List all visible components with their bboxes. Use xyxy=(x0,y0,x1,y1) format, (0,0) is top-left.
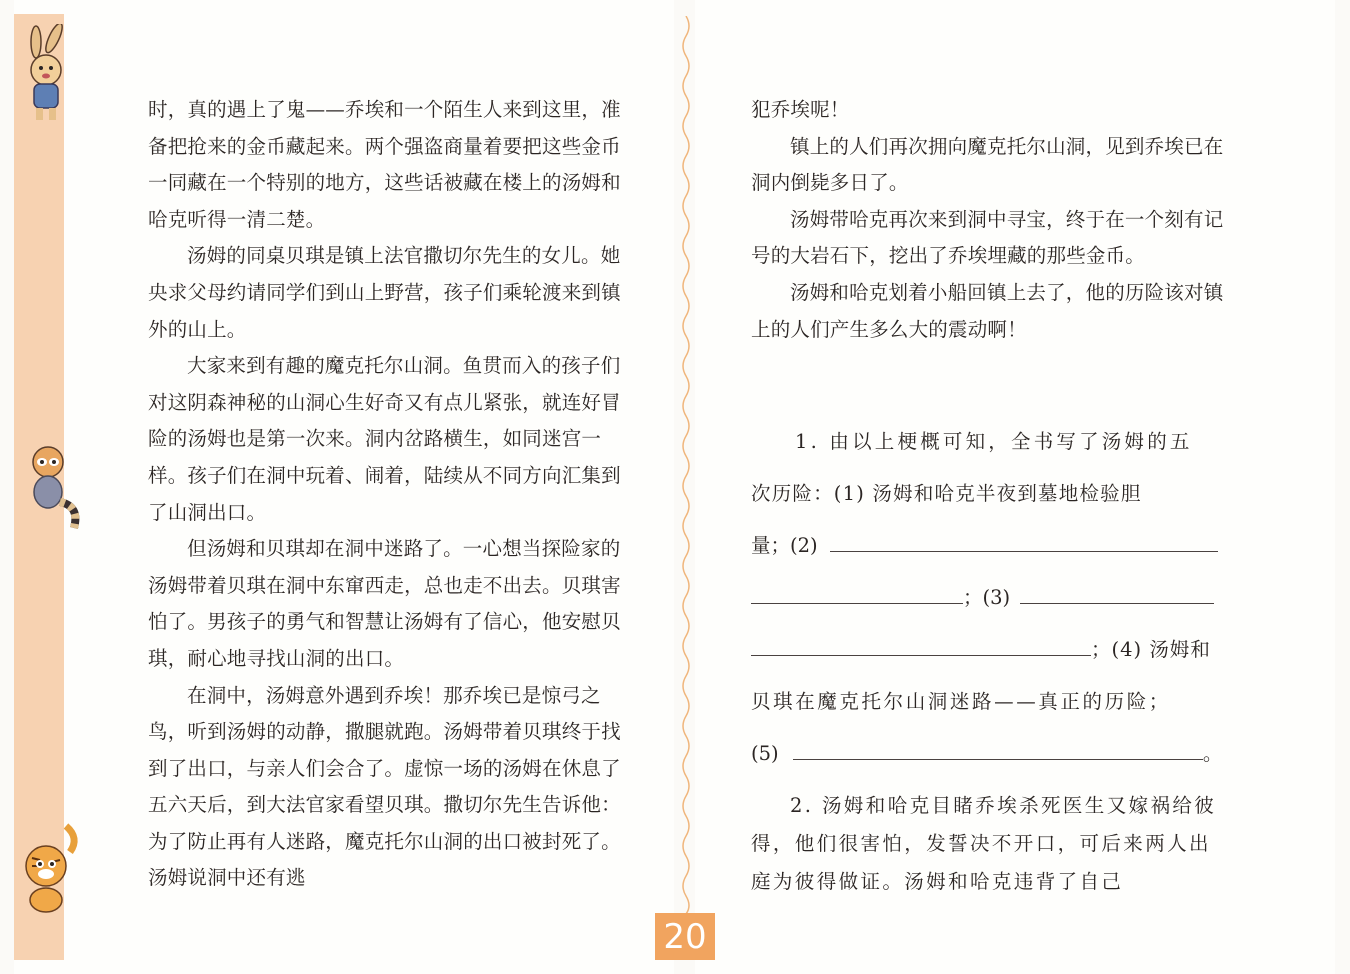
left-page-text xyxy=(148,92,628,897)
question-1-line xyxy=(751,426,1225,454)
question-1-line xyxy=(751,530,1225,558)
page-number: 20 xyxy=(655,913,715,960)
question-1-text: 次历险：(1) 汤姆和哈克半夜到墓地检验胆 xyxy=(751,482,1142,505)
paragraph: 汤姆带哈克再次来到洞中寻宝，终于在一个刻有记号的大岩石下，挖出了乔埃埋藏的那些金币。 xyxy=(751,207,1224,268)
paragraph: 汤姆和哈克划着小船回镇上去了，他的历险该对镇上的人们产生多么大的震动啊！ xyxy=(751,280,1224,341)
answer-blank[interactable] xyxy=(793,739,1203,760)
paragraph: 镇上的人们再次拥向魔克托尔山洞，见到乔埃已在洞内倒毙多日了。 xyxy=(751,134,1224,195)
paragraph: 但汤姆和贝琪却在洞中迷路了。一心想当探险家的汤姆带着贝琪在洞中东窜西走，总也走不出去。贝琪害怕了。男孩子的勇气和智慧让汤姆有了信心，他安慰贝琪，耐心地寻找山洞的出口。 xyxy=(148,537,621,670)
answer-blank[interactable] xyxy=(1020,583,1214,604)
answer-blank[interactable] xyxy=(751,635,1091,656)
question-1-text: 。 xyxy=(1202,742,1223,765)
question-1-text: 贝琪在魔克托尔山洞迷路——真正的历险； xyxy=(751,690,1171,713)
question-1-line xyxy=(751,582,1225,610)
question-1-line xyxy=(751,634,1225,662)
spine-wavy-line xyxy=(680,16,692,914)
question-2 xyxy=(751,787,1227,901)
question-1-text: 量；(2) xyxy=(751,534,818,557)
question-1-line xyxy=(751,738,1225,766)
question-2-text: 2. 汤姆和哈克目睹乔埃杀死医生又嫁祸给彼得，他们很害怕，发誓决不开口，可后来两人出庭为彼得做证。汤姆和哈克违背了自己 xyxy=(751,794,1217,893)
question-1-text: ；(4) 汤姆和 xyxy=(1091,638,1211,661)
paragraph: 时，真的遇上了鬼——乔埃和一个陌生人来到这里，准备把抢来的金币藏起来。两个强盗商量着要把这些金币一同藏在一个特别的地方，这些话被藏在楼上的汤姆和哈克听得一清二楚。 xyxy=(148,98,621,231)
question-1-text: 1. 由以上梗概可知，全书写了汤姆的五 xyxy=(795,430,1193,453)
paragraph: 在洞中，汤姆意外遇到乔埃！那乔埃已是惊弓之鸟，听到汤姆的动静，撒腿就跑。汤姆带着贝琪终于找到了出口，与亲人们会合了。虚惊一场的汤姆在休息了五六天后，到大法官家看望贝琪。撒切尔先生告诉他：为了防止再有人迷路，魔克托尔山洞的出口被封死了。汤姆说洞中还有逃 xyxy=(148,683,621,890)
raccoon-icon xyxy=(14,440,86,540)
rabbit-icon xyxy=(14,24,86,124)
right-page-text xyxy=(751,92,1227,348)
question-1-text: ；(3) xyxy=(963,586,1011,609)
answer-blank[interactable] xyxy=(830,531,1218,552)
paragraph: 大家来到有趣的魔克托尔山洞。鱼贯而入的孩子们对这阴森神秘的山洞心生好奇又有点儿紧张，就连好冒险的汤姆也是第一次来。洞内岔路横生，如同迷宫一样。孩子们在洞中玩着、闹着，陆续从不同方向汇集到了山洞出口。 xyxy=(148,354,621,524)
tiger-icon xyxy=(14,818,86,918)
paragraph: 犯乔埃呢！ xyxy=(751,98,850,121)
answer-blank[interactable] xyxy=(751,583,963,604)
paragraph: 汤姆的同桌贝琪是镇上法官撒切尔先生的女儿。她央求父母约请同学们到山上野营，孩子们乘轮渡来到镇外的山上。 xyxy=(148,244,621,341)
question-1-line xyxy=(751,478,1225,506)
question-1-line xyxy=(751,686,1225,714)
question-1-text: (5) xyxy=(751,742,779,765)
